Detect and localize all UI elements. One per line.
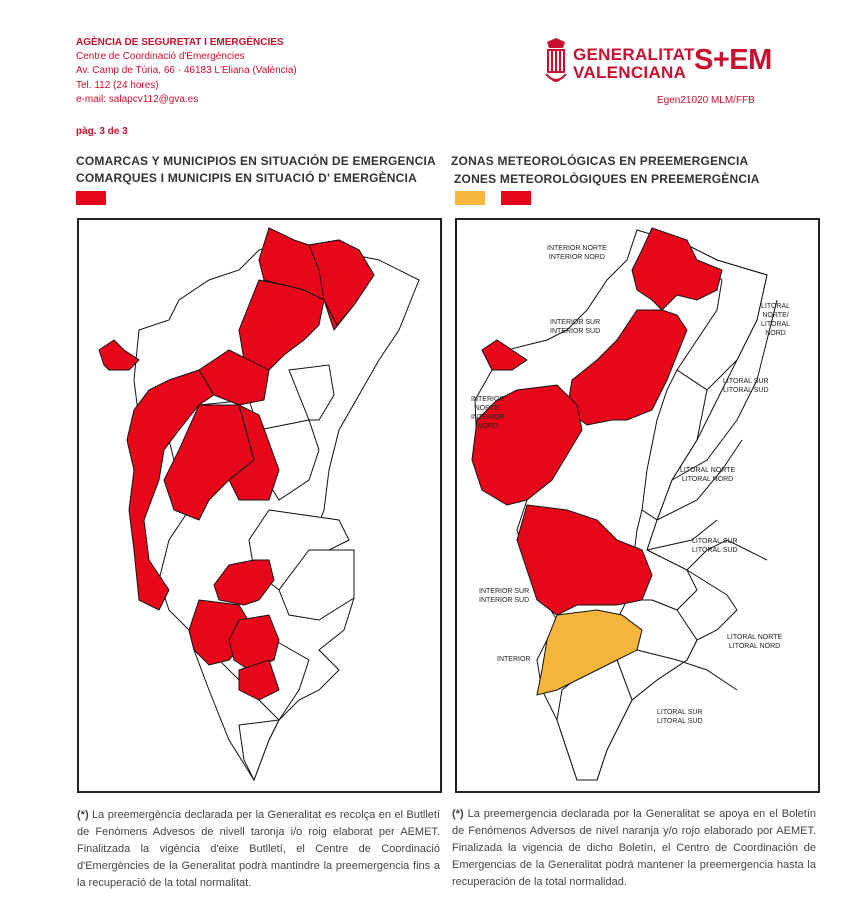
generalitat-wordmark	[573, 46, 695, 82]
zone-label: INTERIOR NORTE INTERIOR NORD	[547, 245, 607, 261]
zone-label: INTERIOR NORTE/ INTERIOR NORD	[471, 396, 505, 430]
generalitat-line1: GENERALITAT	[573, 45, 695, 64]
agency-email: e-mail: salapcv112@gva.es	[76, 94, 199, 105]
agency-name: AGÈNCIA DE SEGURETAT I EMERGÈNCIES	[76, 37, 284, 48]
zone-label: LITORAL SUR LITORAL SUD	[692, 538, 738, 554]
footnote-text: La preemergencia declarada por la Generalitat se apoya en el Boletín de Fenómenos Adversos de nivel naranja y/o rojo elaborado por AEMET. Finalizada la vigencia de dicho Boletín, el Centro de Coordinación de Emergencias de la Generalitat podrá mantener la preemergencia hasta la recuperación de la total normalidad.	[452, 808, 816, 888]
left-footnote	[77, 807, 440, 892]
right-title-va: ZONES METEOROLÒGIQUES EN PREEMERGÈNCIA	[454, 172, 760, 186]
zone-label: LITORAL NORTE/ LITORAL NORD	[761, 303, 791, 337]
left-title-es: COMARCAS Y MUNICIPIOS EN SITUACIÓN DE EMERGENCIA	[76, 154, 436, 168]
zone-label: INTERIOR	[497, 656, 531, 663]
zone-label: INTERIOR SUR INTERIOR SUD	[550, 319, 601, 335]
footnote-marker: (*)	[452, 808, 464, 820]
generalitat-logo	[543, 38, 569, 93]
region-map	[79, 220, 440, 791]
footnote-text: La preemergència declarada per la Generalitat es recolça en el Butlletí de Fenòmens Advesos de nivell taronja i/o roig elaborat per AEMET. Finalitzada la vigència d'eixe Butlletí, el Centre de Coordinació d'Emergències de la Generalitat podrà mantindre la preemergencia fins a la recuperació de la total normalitat.	[77, 809, 440, 889]
agency-phone: Tel. 112 (24 hores)	[76, 80, 159, 91]
zone-label: LITORAL NORTE LITORAL NORD	[727, 634, 783, 650]
legend-swatch-red	[76, 191, 106, 205]
emergency-area	[99, 340, 139, 370]
footnote-marker: (*)	[77, 809, 89, 821]
left-title-va: COMARQUES I MUNICIPIS EN SITUACIÓ D' EMERGÈNCIA	[76, 171, 417, 185]
agency-address-line: Centre de Coordinació d'Emergències	[76, 51, 245, 62]
meteorological-zones-map	[455, 218, 820, 793]
zone-label: LITORAL SUR LITORAL SUD	[657, 709, 703, 725]
zone-label: LITORAL NORTE LITORAL NORD	[680, 467, 736, 483]
right-title-es: ZONAS METEOROLÓGICAS EN PREEMERGENCIA	[451, 154, 749, 168]
zone-label: INTERIOR SUR INTERIOR SUD	[479, 588, 530, 604]
generalitat-line2: VALENCIANA	[573, 63, 687, 82]
legend-swatch-orange	[455, 191, 485, 205]
emergency-municipalities-map	[77, 218, 442, 793]
sem-logo: S+EM	[694, 44, 772, 76]
document-reference: Egen21020 MLM/FFB	[657, 95, 755, 106]
legend-swatch-red	[501, 191, 531, 205]
zone-label: LITORAL SUR LITORAL SUD	[723, 378, 769, 394]
agency-address-line: Av. Camp de Túria, 66 · 46183 L'Eliana (València)	[76, 65, 297, 76]
page-number: pàg. 3 de 3	[76, 126, 128, 137]
right-footnote	[452, 806, 816, 891]
coat-of-arms-icon	[543, 38, 569, 88]
